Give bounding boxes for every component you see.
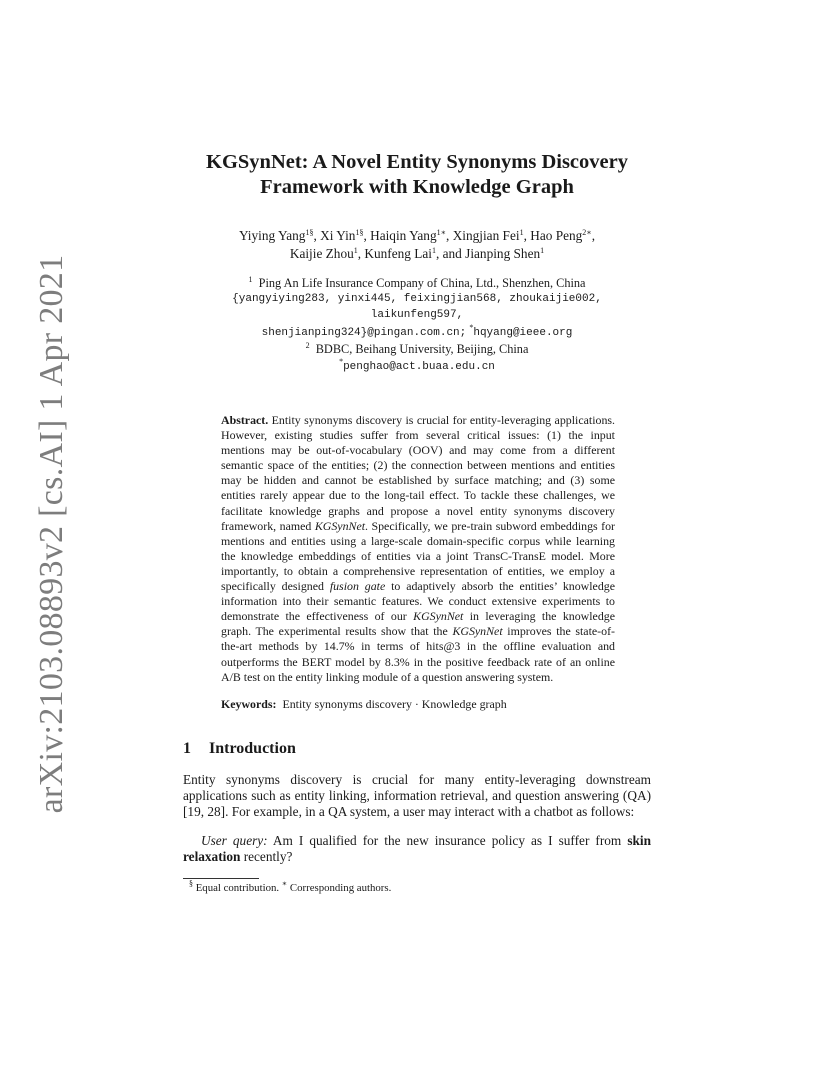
title-line-2: Framework with Knowledge Graph [260,176,574,198]
arxiv-stamp: arXiv:2103.08893v2 [cs.AI] 1 Apr 2021 [33,254,70,814]
email-line-2: *penghao@act.buaa.edu.cn [339,357,495,373]
intro-paragraph: Entity synonyms discovery is crucial for many entity-leveraging downstream applications such as entity linking, information retrieval, and question answering (QA) [19, 28]. For example, in a QA system, a user may interact with a chatbot as follows: [183,771,651,819]
section-heading [183,740,651,758]
paper-title [183,150,651,200]
keywords-text: Entity synonyms discovery · Knowledge graph [282,696,507,711]
paper-page [183,150,651,895]
corresponding-email-1: hqyang@ieee.org [473,327,573,339]
affiliation-2: $^2$ BDBC, Beihang University, Beijing, China [305,341,529,356]
title-line-1: KGSynNet: A Novel Entity Synonyms Discovery [206,151,628,173]
author: Kaijie Zhou$^1$ [289,246,358,261]
affiliation-1: $^1$ Ping An Life Insurance Company of China, Ltd., Shenzhen, China [248,275,586,290]
email-list-line-2: shenjianping324}@pingan.com.cn; *hqyang@ieee.org [261,323,573,339]
author: Yiying Yang$^{1\S}$ [238,228,314,243]
corresponding-email-2: penghao@act.buaa.edu.cn [343,361,495,373]
affiliations [183,275,651,375]
section-title: Introduction [209,739,296,757]
author: Kunfeng Lai$^1$ [364,246,436,261]
query-label: User query: [201,833,268,849]
author: Xingjian Fei$^1$ [452,228,524,243]
user-query-paragraph: User query: Am I qualified for the new insurance policy as I suffer from skin relaxation recently? [183,833,651,865]
abstract-label: Abstract. [221,413,269,427]
author: Jianping Shen$^1$ [465,246,545,261]
footnote-rule [183,878,259,879]
abstract: Abstract. Entity synonyms discovery is crucial for entity-leveraging applications. However, existing studies suffer from several critical issues: (1) the input mentions may be out-of-vocabulary (OOV) and may come from a different semantic space of the entities; (2) the connection between mentions and entities may be hidden and cannot be established by surface matching; and (3) some entities rarely appear due to the long-tail effect. To tackle these challenges, we facilitate knowledge graphs and propose a novel entity synonyms discovery framework, named KGSynNet. Specifically, we pre-train subword embeddings for mentions and entities using a large-scale domain-specific corpus while learning the knowledge embeddings of entities via a joint TransC-TransE model. More importantly, to obtain a comprehensive representation of entities, we employ a specifically designed fusion gate to adaptively absorb the entities’ knowledge information into their semantic features. We conduct extensive experiments to demonstrate the effectiveness of our KGSynNet in leveraging the knowledge graph. The experimental results show that the KGSynNet improves the state-of-the-art methods by 14.7% in terms of hits@3 in the offline evaluation and outperforms the BERT model by 8.3% in the positive feedback rate of an online A/B test on the entity linking module of a question answering system. [221,413,615,684]
author-list: Yiying Yang$^{1\S}$, Xi Yin$^{1\S}$, Haiqin Yang$^{1∗}$, Xingjian Fei$^1$, Hao Peng$^{2∗}$, Kaijie Zhou$^1$, Kunfeng Lai$^1$, and Jianping Shen$^1$ [238,228,596,261]
footnote: § Equal contribution. ∗ Corresponding authors. [189,879,392,895]
section-number: 1 [183,739,191,757]
email-list-line-1: {yangyiying283, yinxi445, feixingjian568, zhoukaijie002, laikunfeng597, [232,293,602,321]
query-bold: skin relaxation [183,833,651,865]
author: Hao Peng$^{2∗}$ [530,228,592,243]
keywords [221,697,615,712]
author: Xi Yin$^{1\S}$ [320,228,364,243]
author: Haiqin Yang$^{1∗}$ [370,228,447,243]
keywords-label: Keywords: [221,696,277,711]
